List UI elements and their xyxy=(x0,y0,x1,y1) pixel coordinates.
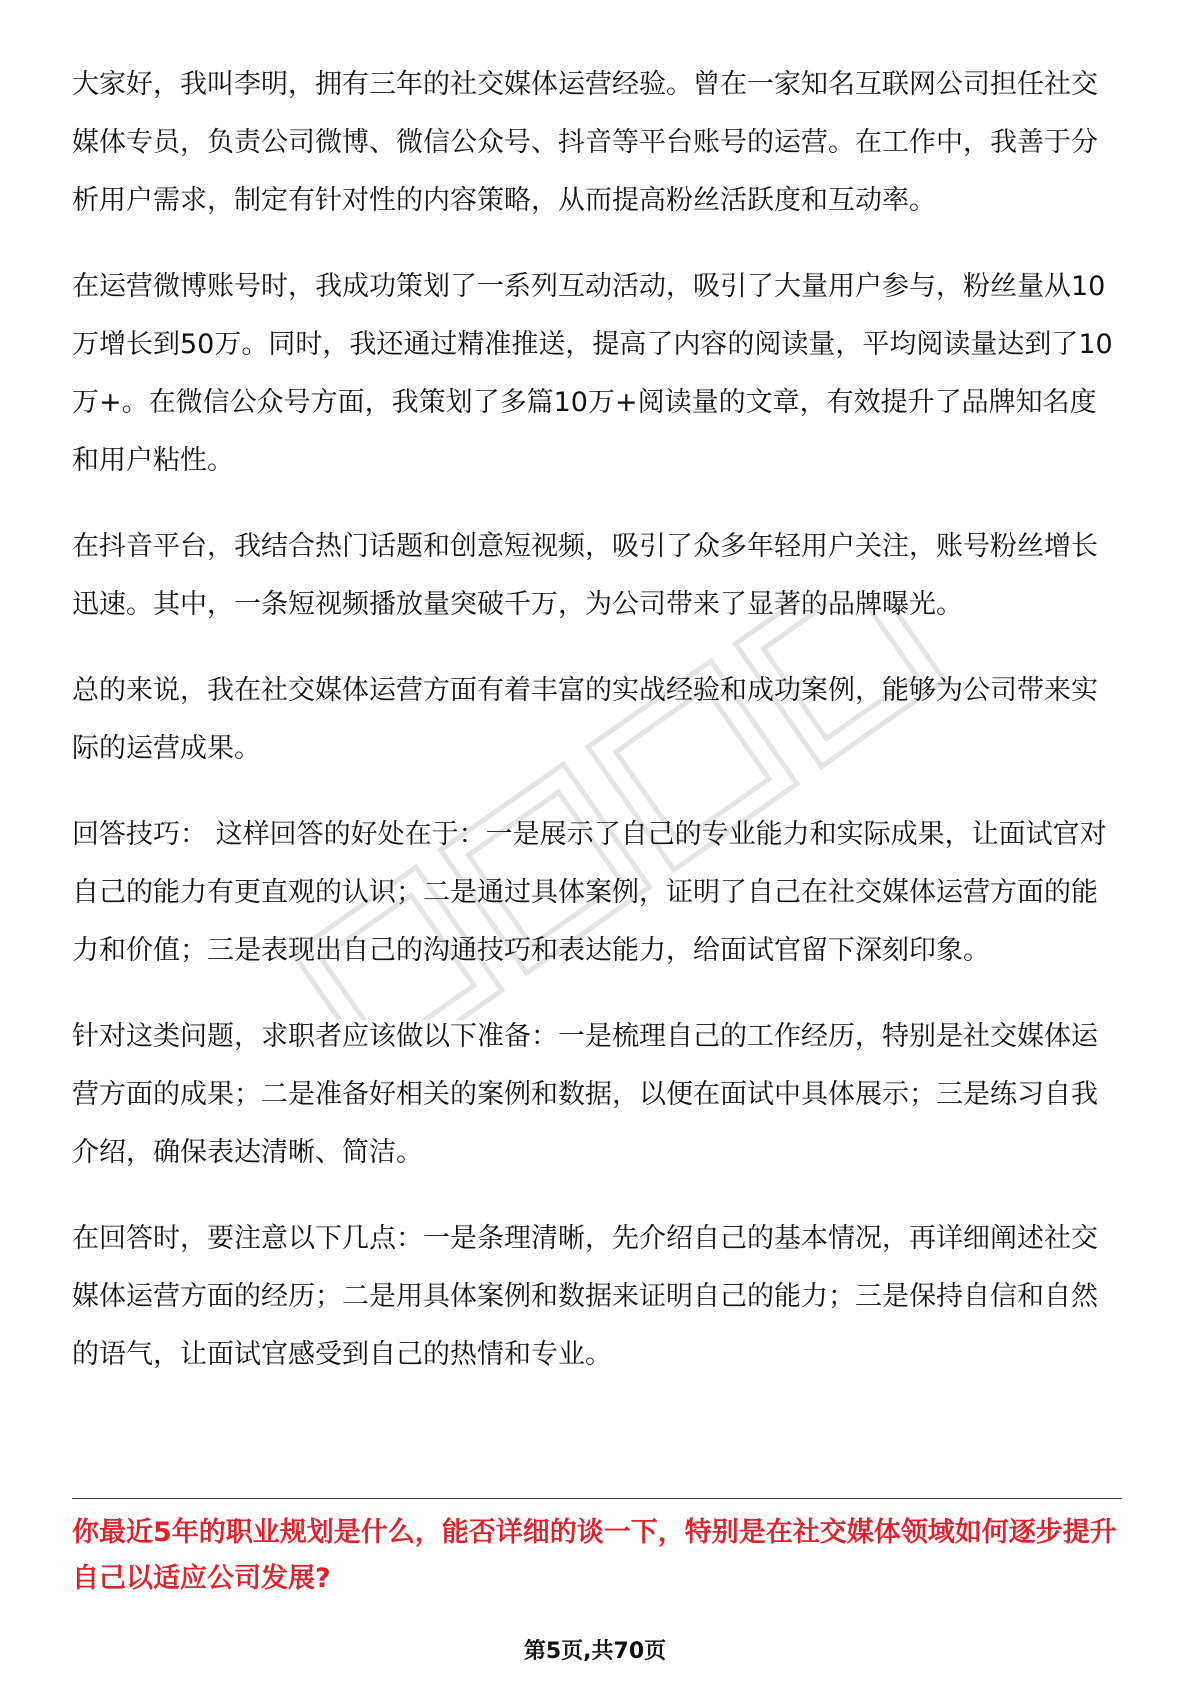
paragraph-weibo-wechat: 在运营微博账号时，我成功策划了一系列互动活动，吸引了大量用户参与，粉丝量从10万增长到50万。同时，我还通过精准推送，提高了内容的阅读量，平均阅读量达到了10万+。在微信公众号方面，我策划了多篇10万+阅读量的文章，有效提升了品牌知名度和用户粘性。 xyxy=(72,271,1113,476)
paragraph-answer-tips: 回答技巧： 这样回答的好处在于：一是展示了自己的专业能力和实际成果，让面试官对自己的能力有更直观的认识；二是通过具体案例，证明了自己在社交媒体运营方面的能力和价值；三是表现出自己的沟通技巧和表达能力，给面试官留下深刻印象。 xyxy=(72,819,1107,966)
paragraph-preparation: 针对这类问题，求职者应该做以下准备：一是梳理自己的工作经历，特别是社交媒体运营方面的成果；二是准备好相关的案例和数据，以便在面试中具体展示；三是练习自我介绍，确保表达清晰、简洁。 xyxy=(72,1021,1098,1168)
paragraph-summary: 总的来说，我在社交媒体运营方面有着丰富的实战经验和成功案例，能够为公司带来实际的运营成果。 xyxy=(72,675,1098,764)
section-divider xyxy=(72,1498,1122,1499)
next-question-heading: 你最近5年的职业规划是什么，能否详细的谈一下，特别是在社交媒体领域如何逐步提升自己以适应公司发展? xyxy=(72,1517,1117,1594)
paragraph-self-intro: 大家好，我叫李明，拥有三年的社交媒体运营经验。曾在一家知名互联网公司担任社交媒体专员，负责公司微博、微信公众号、抖音等平台账号的运营。在工作中，我善于分析用户需求，制定有针对性的内容策略，从而提高粉丝活跃度和互动率。 xyxy=(72,69,1098,216)
page-number: 第5页,共70页 xyxy=(523,1639,667,1664)
document-body xyxy=(72,56,1122,1384)
paragraph-notes: 在回答时，要注意以下几点：一是条理清晰，先介绍自己的基本情况，再详细阐述社交媒体运营方面的经历；二是用具体案例和数据来证明自己的能力；三是保持自信和自然的语气，让面试官感受到自己的热情和专业。 xyxy=(72,1223,1098,1370)
paragraph-douyin: 在抖音平台，我结合热门话题和创意短视频，吸引了众多年轻用户关注，账号粉丝增长迅速。其中，一条短视频播放量突破千万，为公司带来了显著的品牌曝光。 xyxy=(72,531,1098,620)
